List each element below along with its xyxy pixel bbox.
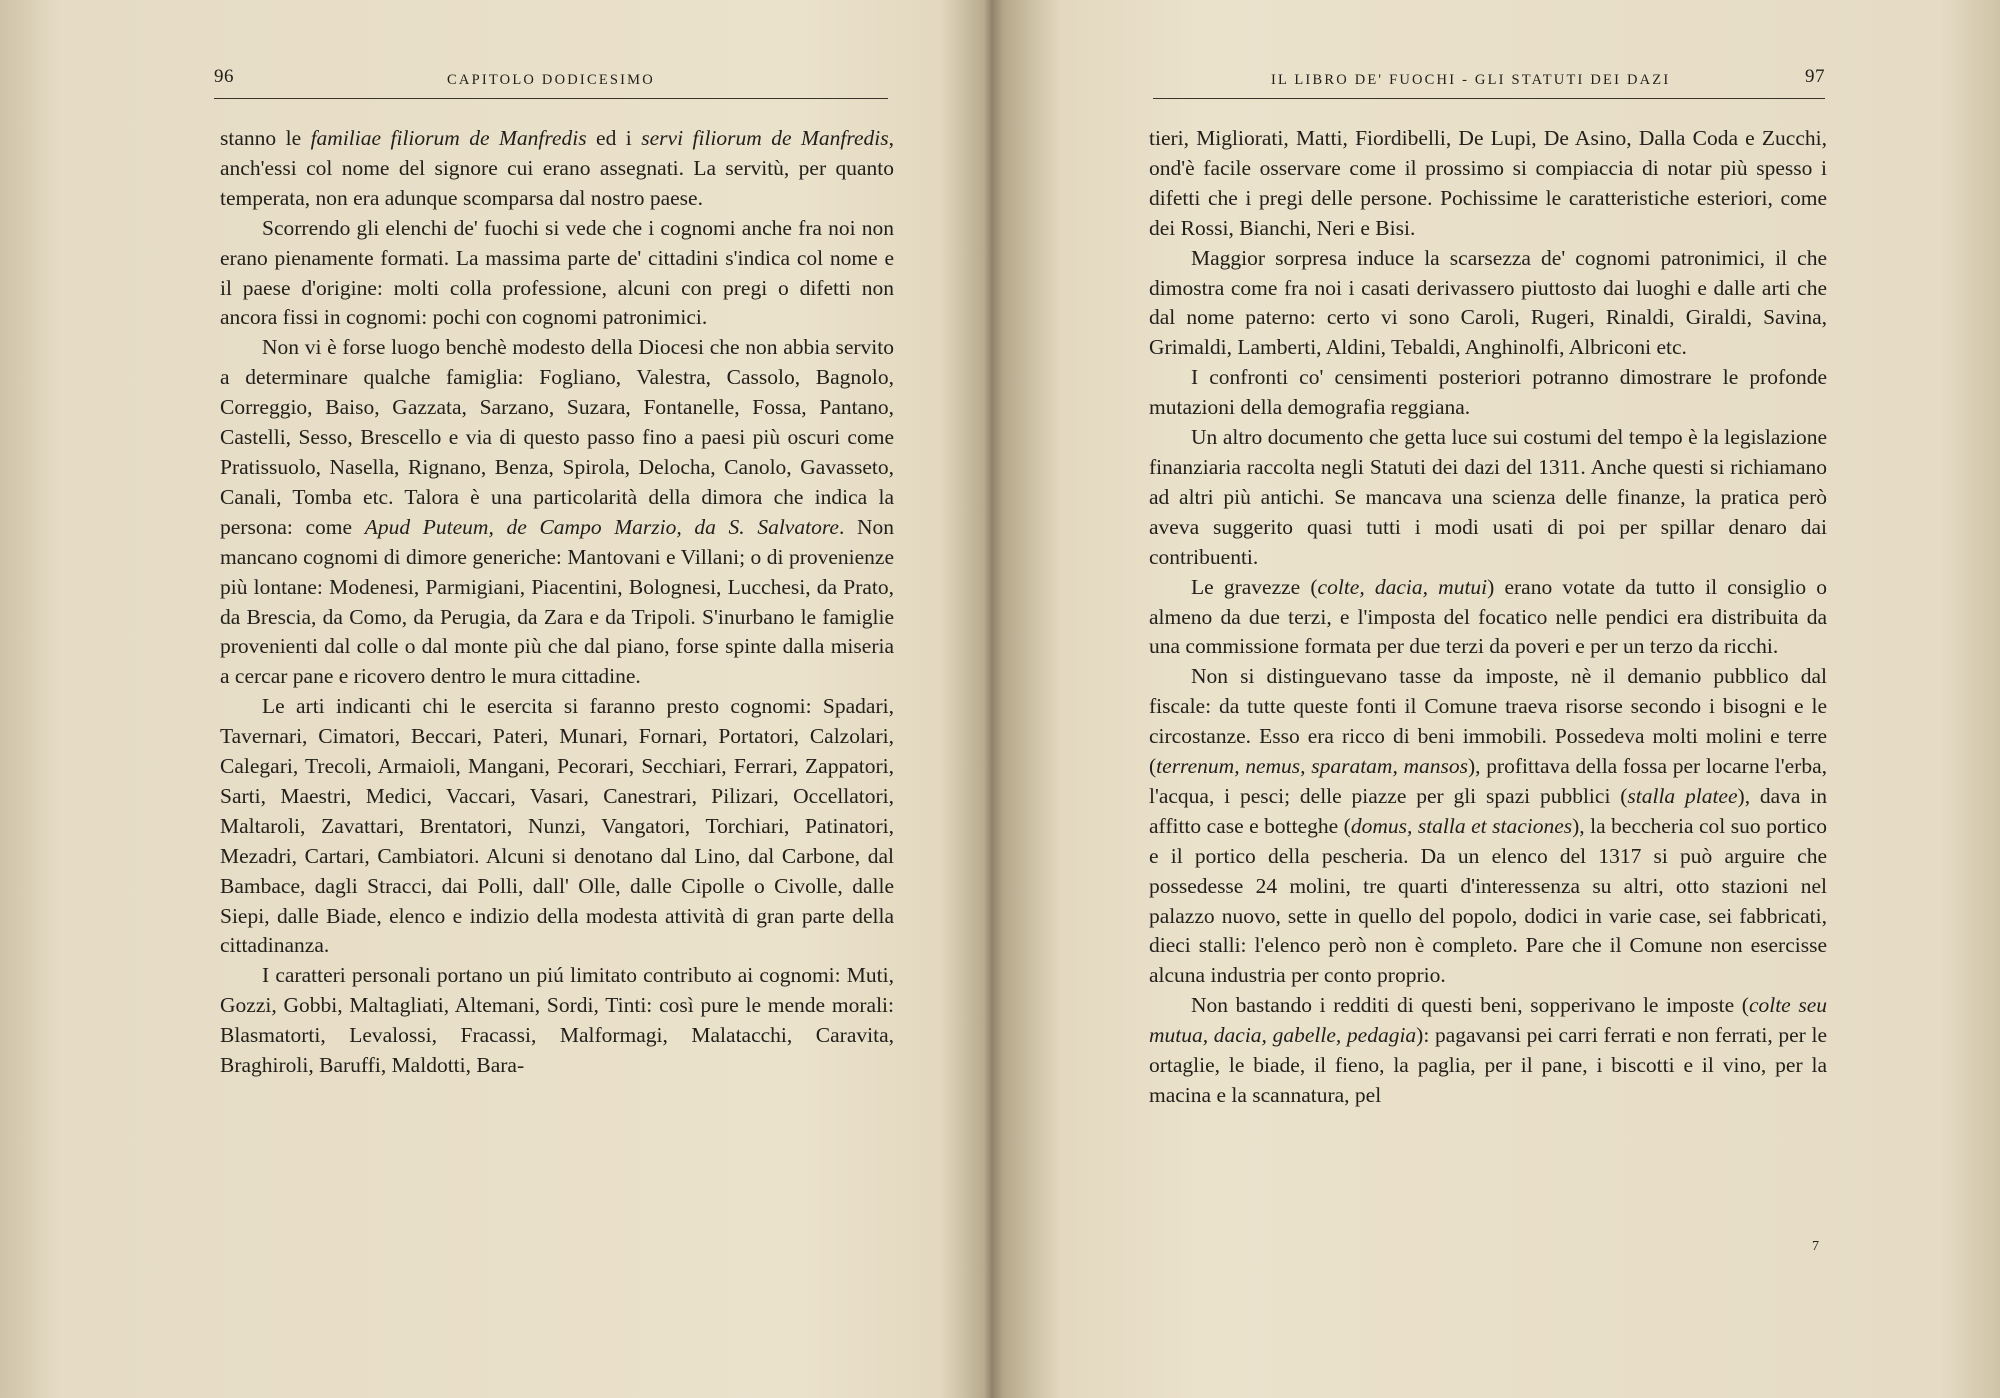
running-head: CAPITOLO DODICESIMO [447,72,655,88]
left-page [0,0,995,1398]
left-page-body [220,124,894,1081]
paragraph: Maggior sorpresa induce la scarsezza de' cognomi patronimici, il che dimostra come fra noi i casati derivassero piuttosto dai luoghi e dalle arti che dal nome paterno: certo vi sono Caroli, Rugeri, Rinaldi, Giraldi, Savina, Grimaldi, Lamberti, Aldini, Tebaldi, Anghinolfi, Albriconi etc. [1149,245,1827,360]
paragraph: Non si distinguevano tasse da imposte, nè il demanio pubblico dal fiscale: da tutte queste fonti il Comune traeva risorse secondo i bisogni e le circostanze. Esso era ricco di beni immobili. Possedeva molti molini e terre (terrenum, nemus, sparatam, mansos), profittava della fossa per locarne l'erba, l'acqua, i pesci; delle piazze per gli spazi pubblici (stalla platee), dava in affitto case e botteghe (domus, stalla et staciones), la beccheria col suo portico e il portico della pescheria. Da un elenco del 1317 si può arguire che possedesse 24 molini, tre quarti d'interessenza su altri, otto stazioni nel palazzo nuovo, sette in quello del popolo, dodici in varie case, sei fabbricati, dieci stalli: l'elenco però non è completo. Pare che il Comune non esercisse alcuna industria per conto proprio. [1149,664,1828,988]
right-page [1005,0,2000,1398]
right-page-body [1149,124,1827,1111]
page-number: 97 [1805,66,1825,87]
paragraph: Un altro documento che getta luce sui costumi del tempo è la legislazione finanziaria raccolta negli Statuti dei dazi del 1311. Anche questi si richiamano ad altri più antichi. Se mancava una scienza delle finanze, la pratica però aveva suggerito quasi tutti i modi usati di poi per spillar denaro dai contribuenti. [1149,425,1827,569]
paragraph: I confronti co' censimenti posteriori potranno dimostrare le profonde mutazioni della demografia reggiana. [1149,365,1827,420]
paragraph: Non bastando i redditi di questi beni, sopperivano le imposte (colte seu mutua, dacia, gabelle, pedagia): pagavansi pei carri ferrati e non ferrati, per le ortaglie, le biade, il fieno, la paglia, per il pane, i biscotti e il vino, per la macina e la scannatura, pel [1149,993,1827,1107]
right-page-header [1153,64,1825,99]
paragraph: tieri, Migliorati, Matti, Fiordibelli, De Lupi, De Asino, Dalla Coda e Zucchi, ond'è facile osservare come il prossimo si compiaccia di notar più spesso i difetti che i pregi delle persone. Pochissime le caratteristiche esteriori, come dei Rossi, Bianchi, Neri e Bisi. [1149,126,1827,240]
paragraph: stanno le familiae filiorum de Manfredis ed i servi filiorum de Manfredis, anch'essi col nome del signore cui erano assegnati. La servitù, per quanto temperata, non era adunque scomparsa dal nostro paese. [220,126,894,210]
left-page-header [214,64,888,99]
paragraph: Scorrendo gli elenchi de' fuochi si vede che i cognomi anche fra noi non erano pienamente formati. La massima parte de' cittadini s'indica col nome e il paese d'origine: molti colla professione, alcuni con pregi o difetti non ancora fissi in cognomi: pochi con cognomi patronimici. [220,215,894,330]
paragraph: I caratteri personali portano un piú limitato contributo ai cognomi: Muti, Gozzi, Gobbi, Maltagliati, Altemani, Sordi, Tinti: così pure le mende morali: Blasmatorti, Levalossi, Fracassi, Malformagi, Malatacchi, Caravita, Braghiroli, Baruffi, Maldotti, Bara- [220,963,894,1078]
paragraph: Le gravezze (colte, dacia, mutui) erano votate da tutto il consiglio o almeno da due terzi, e l'imposta del focatico nelle pendici era distribuita da una commissione formata per due terzi da poveri e per un terzo da ricchi. [1149,574,1827,659]
paragraph: Non vi è forse luogo benchè modesto della Diocesi che non abbia servito a determinare qualche famiglia: Fogliano, Valestra, Cassolo, Bagnolo, Correggio, Baiso, Gazzata, Sarzano, Suzara, Fontanelle, Fossa, Pantano, Castelli, Sesso, Brescello e via di questo passo fino a paesi più oscuri come Pratissuolo, Nasella, Rignano, Benza, Spirola, Delocha, Canolo, Gavasseto, Canali, Tomba etc. Talora è una particolarità della dimora che indica la persona: come Apud Puteum, de Campo Marzio, da S. Salvatore. Non mancano cognomi di dimore generiche: Mantovani e Villani; o di provenienze più lontane: Modenesi, Parmigiani, Piacentini, Bolognesi, Lucchesi, da Prato, da Brescia, da Como, da Perugia, da Zara e da Tripoli. S'inurbano le famiglie provenienti dal colle o dal monte più che dal piano, forse spinte dalla miseria a cercar pane e ricovero dentro le mura cittadine. [220,335,895,689]
paragraph: Le arti indicanti chi le esercita si faranno presto cognomi: Spadari, Tavernari, Cimatori, Beccari, Pateri, Munari, Fornari, Portatori, Calzolari, Calegari, Trecoli, Armaioli, Mangani, Pecorari, Secchiari, Ferrari, Zappatori, Sarti, Maestri, Medici, Vaccari, Vasari, Canestrari, Pilizari, Occellatori, Maltaroli, Zavattari, Brentatori, Nunzi, Vangatori, Torchiari, Patinatori, Mezadri, Cartari, Cambiatori. Alcuni si denotano dal Lino, dal Carbone, dal Bambace, dagli Stracci, dai Polli, dall' Olle, dalle Cipolle o Civolle, dalle Siepi, dalle Biade, elenco e indizio della modesta attività di gran parte della cittadinanza. [220,694,894,958]
running-head: IL LIBRO DE' FUOCHI - GLI STATUTI DEI DAZI [1271,72,1671,88]
page-number: 96 [214,66,234,87]
signature-mark: 7 [1812,1239,1819,1254]
